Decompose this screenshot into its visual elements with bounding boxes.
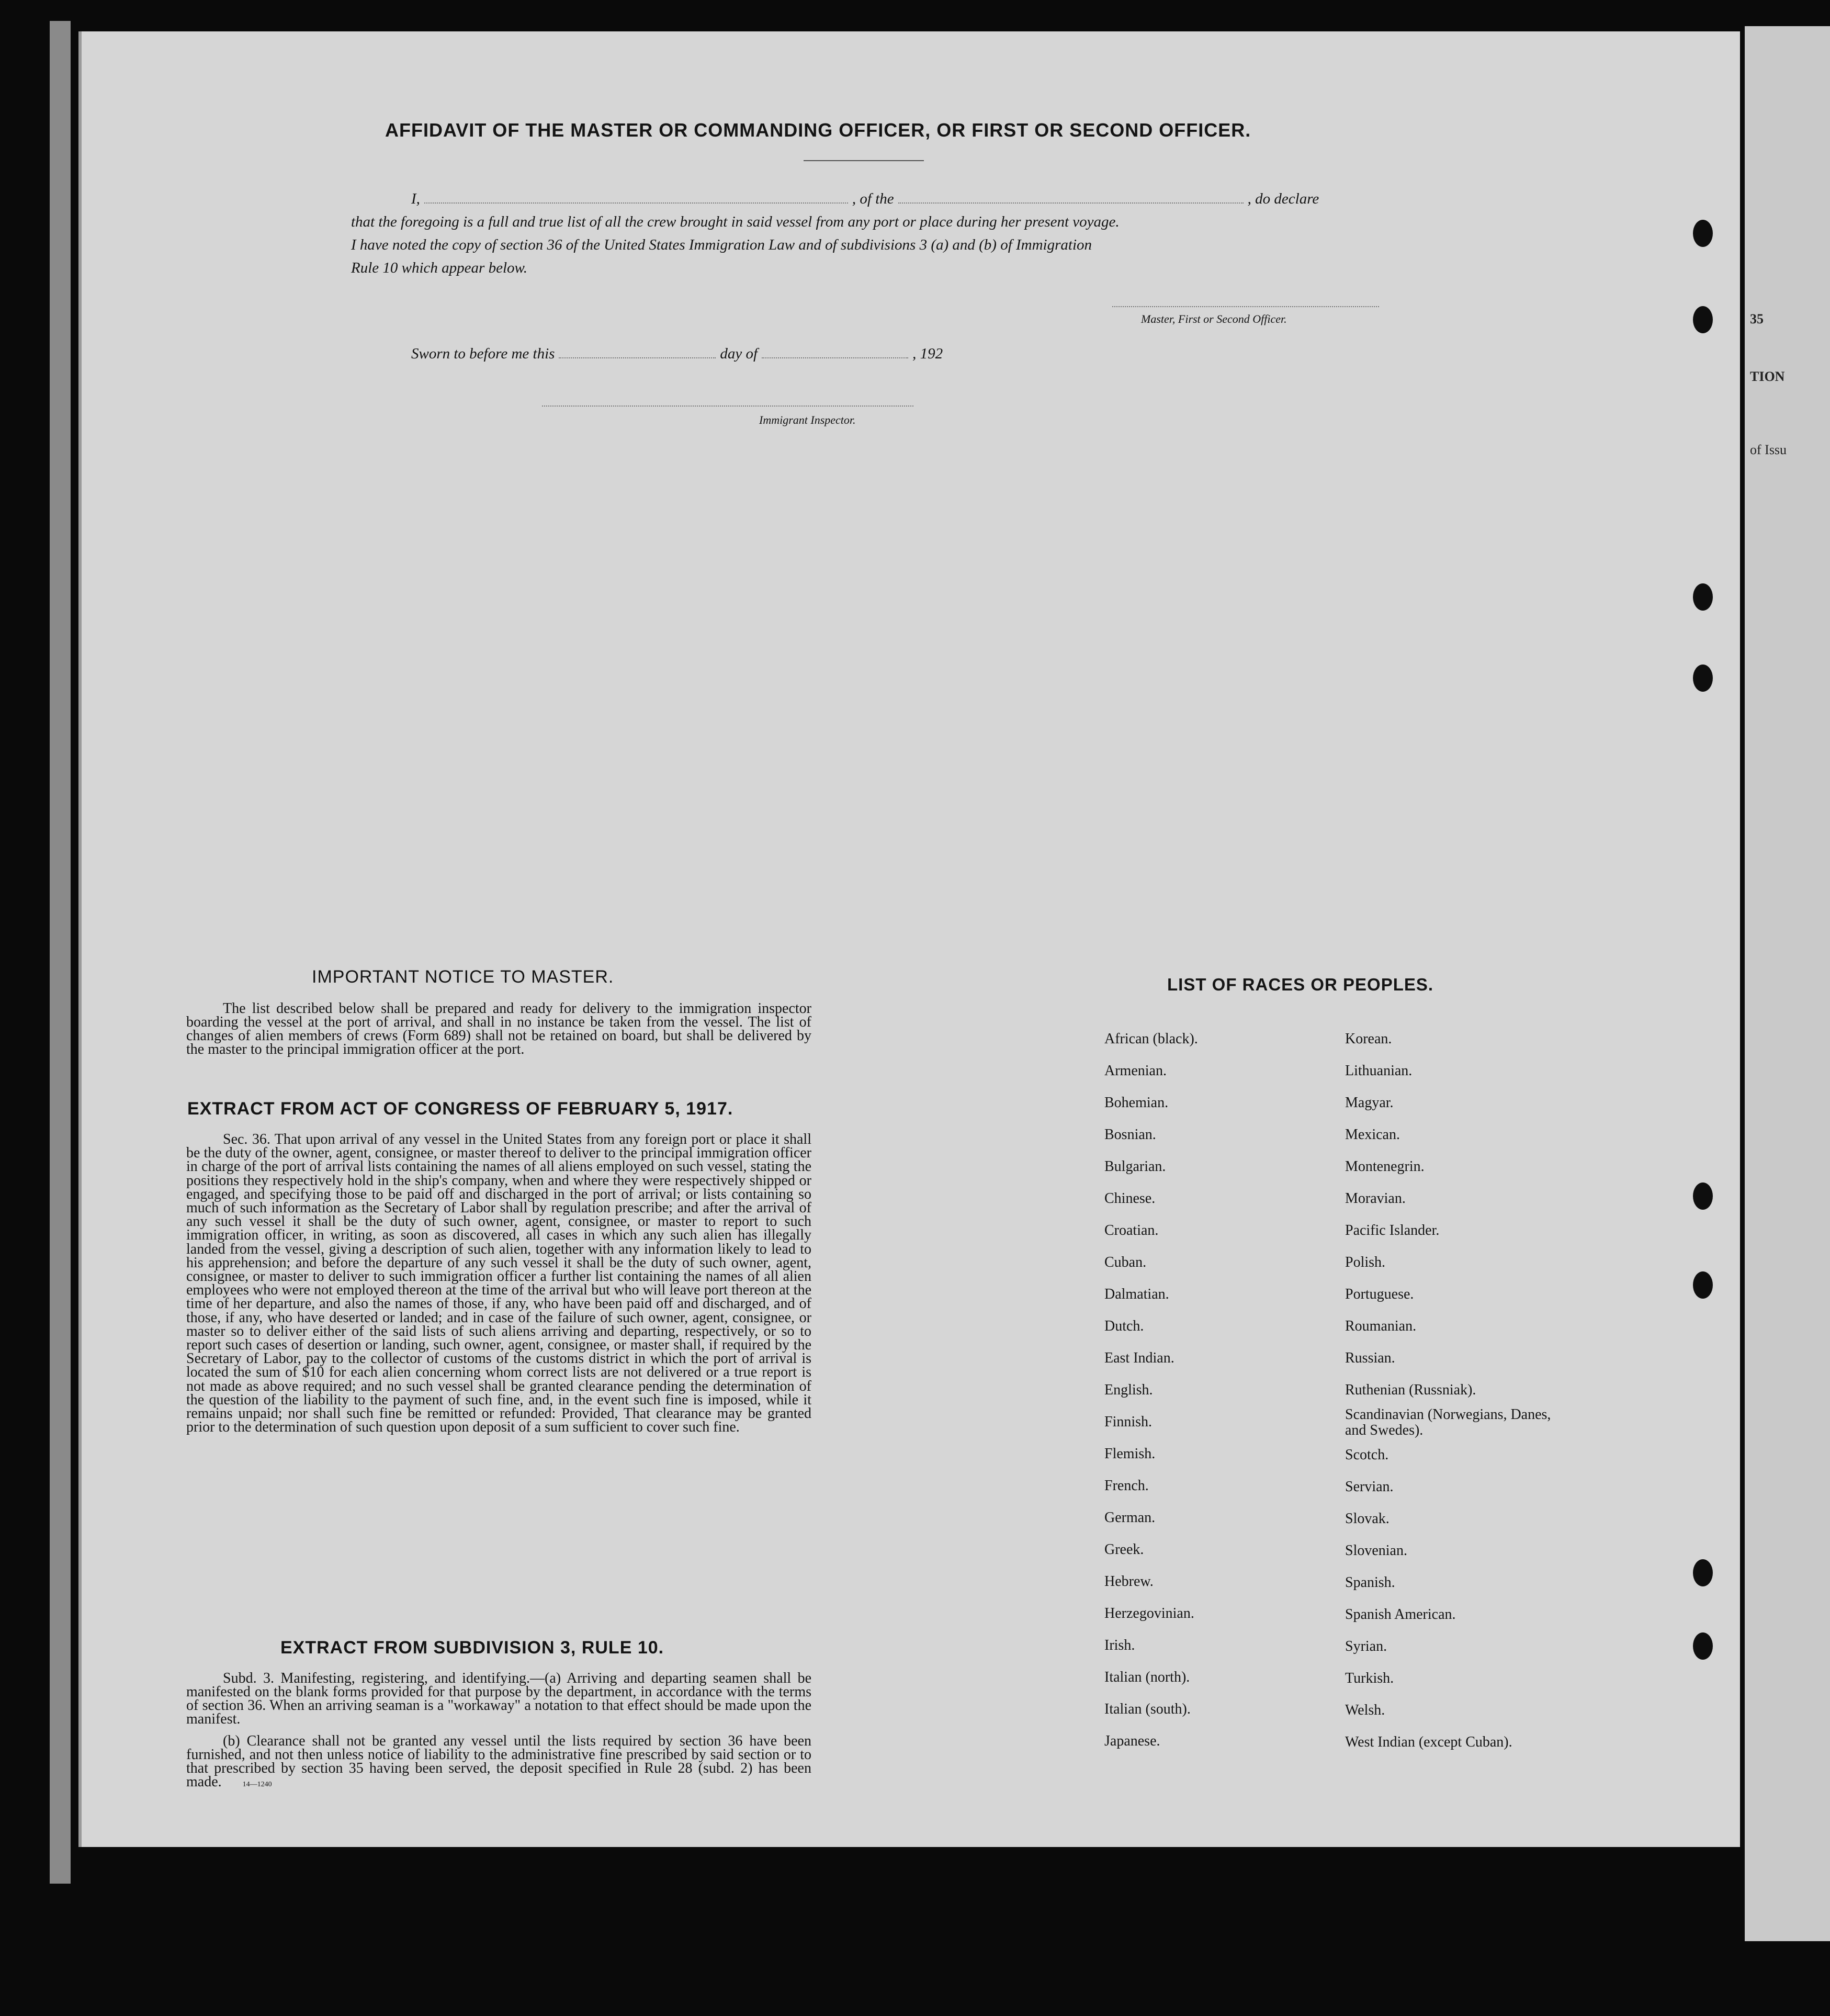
master-signature-line[interactable] [1112, 306, 1379, 307]
punch-hole [1693, 1559, 1713, 1586]
race-item: Italian (south). [1104, 1701, 1191, 1717]
race-item: Syrian. [1345, 1638, 1387, 1654]
race-item: Scandinavian (Norwegians, Danes, and Swedes). [1345, 1406, 1551, 1438]
affidavit-body [351, 187, 1379, 279]
race-item: Ruthenian (Russniak). [1345, 1382, 1476, 1398]
underlying-page [1745, 26, 1830, 1941]
race-item: Polish. [1345, 1254, 1386, 1270]
race-item: Magyar. [1345, 1095, 1394, 1111]
extract-rule-subd-a: Subd. 3. Manifesting, registering, and identifying.—(a) Arriving and departing seamen shall be manifested on the blank forms provided for that purpose by the department, in accordance with the terms of section 36. When an arriving seaman is a "workaway" a notation to that effect should be made upon the manifest. [186, 1670, 811, 1727]
punch-hole [1693, 1182, 1713, 1210]
vessel-field[interactable] [898, 200, 1244, 204]
race-item: Dalmatian. [1104, 1286, 1169, 1302]
race-item: Pacific Islander. [1345, 1222, 1440, 1238]
race-item: Italian (north). [1104, 1669, 1190, 1685]
page-edge-shadow [50, 21, 71, 1884]
punch-hole [1693, 1271, 1713, 1299]
form-number: 14—1240 [242, 1781, 272, 1788]
race-item: Moravian. [1345, 1190, 1406, 1207]
day-field[interactable] [559, 355, 716, 358]
extract-rule-title: EXTRACT FROM SUBDIVISION 3, RULE 10. [280, 1638, 664, 1658]
race-item: French. [1104, 1478, 1149, 1494]
manifest-page [78, 31, 1740, 1847]
sworn-label: Sworn to before me this [411, 345, 555, 362]
declaration-text: that the foregoing is a full and true list of all the crew brought in said vessel from any port or place during her present voyage. [351, 213, 1120, 230]
punch-hole [1693, 220, 1713, 247]
race-item: Bosnian. [1104, 1127, 1156, 1143]
race-item: Welsh. [1345, 1702, 1385, 1718]
race-item: Irish. [1104, 1637, 1135, 1653]
race-item: Croatian. [1104, 1222, 1159, 1238]
inspector-signature-line[interactable] [542, 406, 913, 407]
race-item: Korean. [1345, 1031, 1392, 1047]
punch-hole [1693, 1632, 1713, 1660]
races-list-right [1345, 1023, 1617, 1758]
title-divider [804, 160, 924, 161]
month-field[interactable] [762, 355, 908, 358]
sworn-line [411, 345, 943, 363]
race-item: Montenegrin. [1345, 1158, 1425, 1175]
notice-body: The list described below shall be prepared and ready for delivery to the immigration inspector boarding the vessel at the port of arrival, and shall in no instance be taken from the vessel. The list of changes of alien members of crews (Form 689) shall not be retained on board, but shall be delivered by the master to the principal immigration officer at the port. [186, 1000, 811, 1057]
extract-rule-subd-b [186, 1735, 811, 1792]
race-item: Finnish. [1104, 1414, 1153, 1430]
inspector-signature-label: Immigrant Inspector. [759, 413, 856, 426]
race-item: Bulgarian. [1104, 1158, 1166, 1175]
race-item: Greek. [1104, 1541, 1144, 1558]
race-item: German. [1104, 1510, 1156, 1526]
race-item: Portuguese. [1345, 1286, 1414, 1302]
race-item: Dutch. [1104, 1318, 1144, 1334]
punch-hole [1693, 583, 1713, 611]
underlying-fragment: TION [1750, 369, 1785, 384]
race-item: East Indian. [1104, 1350, 1174, 1366]
race-item: Flemish. [1104, 1446, 1156, 1462]
race-item: Bohemian. [1104, 1095, 1169, 1111]
declaration-text: Rule 10 which appear below. [351, 260, 527, 276]
extract-act-title: EXTRACT FROM ACT OF CONGRESS OF FEBRUARY 5, 1917. [187, 1099, 733, 1119]
race-item: Slovenian. [1345, 1542, 1407, 1559]
races-list-left [1104, 1023, 1198, 1757]
race-item: Roumanian. [1345, 1318, 1417, 1334]
race-item: Cuban. [1104, 1254, 1147, 1270]
race-item: English. [1104, 1382, 1153, 1398]
race-item: Spanish. [1345, 1574, 1395, 1591]
races-title: LIST OF RACES OR PEOPLES. [1167, 975, 1434, 994]
do-declare-label: , do declare [1247, 190, 1319, 207]
i-label: I, [411, 190, 420, 207]
notice-title: IMPORTANT NOTICE TO MASTER. [312, 967, 614, 987]
race-item: Turkish. [1345, 1670, 1394, 1686]
day-of-label: day of [720, 345, 758, 362]
name-field[interactable] [424, 200, 848, 204]
race-item: Chinese. [1104, 1190, 1156, 1207]
underlying-fragment: of Issu [1750, 442, 1787, 457]
extract-rule-subd-b-text: (b) Clearance shall not be granted any vessel until the lists required by section 36 have been furnished, and not then unless notice of liability to the administrative fine prescribed by said section or to that prescribed by section 35 having been served, the deposit specified in Rule 28 (subd. 2) has been made. [186, 1733, 811, 1790]
master-signature-label: Master, First or Second Officer. [1141, 312, 1287, 325]
underlying-page-number: 35 [1750, 311, 1764, 326]
race-item: Slovak. [1345, 1511, 1390, 1527]
punch-hole [1693, 665, 1713, 692]
affidavit-title: AFFIDAVIT OF THE MASTER OR COMMANDING OFFICER, OR FIRST OR SECOND OFFICER. [385, 119, 1251, 141]
race-item: Scotch. [1345, 1447, 1389, 1463]
race-item: Japanese. [1104, 1733, 1160, 1749]
race-item: Herzegovinian. [1104, 1605, 1194, 1621]
race-item: Russian. [1345, 1350, 1395, 1366]
punch-hole [1693, 306, 1713, 333]
race-item: Spanish American. [1345, 1606, 1456, 1623]
race-item: Hebrew. [1104, 1573, 1154, 1590]
year-label: , 192 [912, 345, 943, 362]
race-item: Armenian. [1104, 1063, 1167, 1079]
of-the-label: , of the [852, 190, 894, 207]
race-item: Mexican. [1345, 1127, 1400, 1143]
declaration-line [351, 187, 1379, 210]
race-item: West Indian (except Cuban). [1345, 1734, 1512, 1750]
race-item: Lithuanian. [1345, 1063, 1413, 1079]
declaration-text: I have noted the copy of section 36 of the United States Immigration Law and of subdivisions 3 (a) and (b) of Immigration [351, 236, 1092, 253]
race-item: African (black). [1104, 1031, 1198, 1047]
race-item: Servian. [1345, 1479, 1394, 1495]
extract-act-body: Sec. 36. That upon arrival of any vessel in the United States from any foreign port or place it shall be the duty of the owner, agent, consignee, or master thereof to deliver to the principal immigration officer in charge of the port of arrival lists containing the names of all aliens employed on such vessel, stating the positions they respectively hold in the ship's company, when and where they were respectively shipped or engaged, and specifying those to be paid off and discharged in the port of arrival; or lists containing so much of such information as the Secretary of Labor shall by regulation prescribe; and after the arrival of any such vessel it shall be the duty of such owner, agent, consignee, or master to report to such immigration officer, in writing, as soon as discovered, all cases in which any such alien has illegally landed from the vessel, giving a description of such alien, together with any information likely to lead to his apprehension; and before the departure of any such vessel it shall be the duty of such owner, agent, consignee, or master to deliver to such immigration officer a further list containing the names of all alien employees who were not employed thereon at the time of the arrival but who will leave port thereon at the time of her departure, and also the names of those, if any, who have been paid off and discharged, and of those, if any, who have deserted or landed; and in case of the failure of such owner, agent, consignee, or master so to deliver either of the said lists of such aliens arriving and departing, respectively, or so to report such cases of desertion or landing, such owner, agent, consignee, or master shall, if required by the Secretary of Labor, pay to the collector of customs of the customs district in which the port of arrival is located the sum of $10 for each alien concerning whom correct lists are not delivered or a true report is not made as above required; and no such vessel shall be granted clearance pending the determination of the question of the liability to the payment of such fine, and, in the event such fine is imposed, while it remains unpaid; nor shall such fine be remitted or refunded: Provided, That clearance may be granted prior to the determination of such question upon deposit of a sum sufficient to cover such fine. [186, 1131, 811, 1436]
